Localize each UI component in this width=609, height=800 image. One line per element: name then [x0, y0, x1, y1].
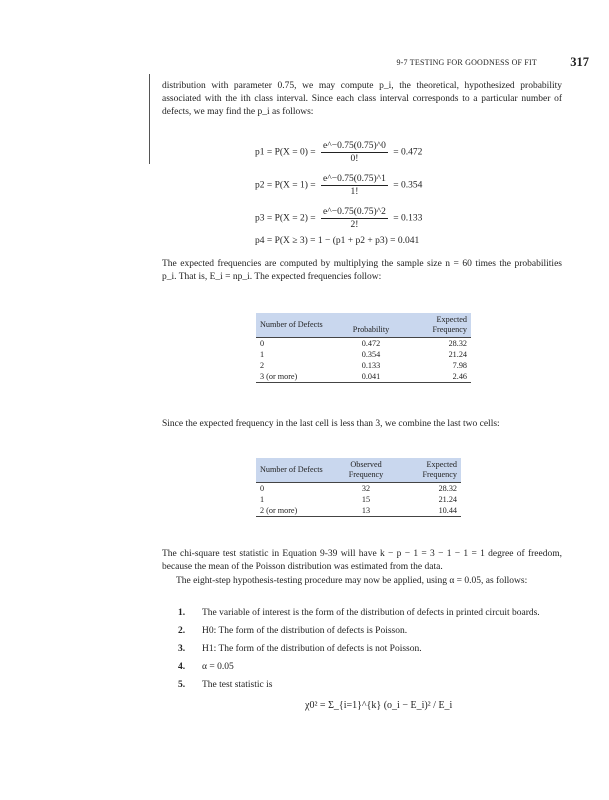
table-cell: 21.24 — [448, 350, 467, 359]
observed-table — [256, 458, 461, 517]
table-cell: 1 — [260, 495, 265, 504]
equation-p3-lhs: p3 = P(X = 2) = — [255, 213, 316, 224]
paragraph-intro: distribution with parameter 0.75, we may compute p_i, the theoretical, hypothesized probability associated with the ith class interval. Since each class interval corresponds to a particular number of defects, we may find the p_i as follows: — [162, 81, 562, 117]
step-text: The test statistic is — [202, 680, 273, 690]
equation-p4 — [255, 236, 419, 246]
table-cell: 2 — [260, 361, 265, 370]
table1-header-probability: Probability — [334, 313, 408, 338]
equation-p4-text: p4 = P(X ≥ 3) = 1 − (p1 + p2 + p3) = 0.041 — [255, 236, 420, 246]
table2-header-observed: Observed Frequency — [334, 458, 398, 483]
equation-p3-denominator: 2! — [350, 220, 359, 230]
paragraph-procedure: The eight-step hypothesis-testing procedure may now be applied, using α = 0.05, as follows: — [176, 576, 528, 586]
table-row — [256, 483, 461, 495]
table-cell: 7.98 — [452, 361, 467, 370]
table-row — [256, 349, 471, 360]
equation-p3-numerator: e^−0.75(0.75)^2 — [323, 207, 386, 217]
table-row — [256, 338, 471, 350]
table-cell: 0 — [260, 339, 265, 348]
equation-p2-denominator: 1! — [350, 187, 359, 197]
equation-p2-numerator: e^−0.75(0.75)^1 — [323, 174, 386, 184]
table-cell: 1 — [260, 350, 265, 359]
table-cell: 0 — [260, 484, 265, 493]
table1-header-expected: Expected Frequency — [408, 313, 471, 338]
table-cell: 0.041 — [361, 372, 381, 381]
equation-p2-result: = 0.354 — [393, 180, 423, 191]
paragraph-combine: Since the expected frequency in the last cell is less than 3, we combine the last two cells: — [162, 419, 500, 429]
equation-p1-denominator: 0! — [350, 154, 359, 164]
equation-p3-result: = 0.133 — [393, 213, 423, 224]
table-cell: 28.32 — [448, 339, 467, 348]
step-number: 2. — [178, 626, 186, 636]
table-cell: 28.32 — [438, 484, 457, 493]
step-text: α = 0.05 — [202, 662, 234, 672]
table-cell: 21.24 — [438, 495, 457, 504]
table-cell: 0.354 — [361, 350, 381, 359]
table2-header-defects: Number of Defects — [256, 458, 334, 483]
margin-rule — [149, 74, 150, 164]
probability-table — [256, 313, 471, 383]
step-text: H1: The form of the distribution of defects is not Poisson. — [202, 644, 422, 654]
equation-p2-lhs: p2 = P(X = 1) = — [255, 180, 316, 191]
table-cell: 32 — [361, 484, 371, 493]
step-text: The variable of interest is the form of the distribution of defects in printed circuit boards. — [202, 608, 540, 618]
table2-header-expected: Expected Frequency — [398, 458, 461, 483]
page-number: 317 — [570, 55, 589, 69]
paragraph-expected: The expected frequencies are computed by multiplying the sample size n = 60 times the probabilities p_i. That is, E_i = np_i. The expected frequencies follow: — [162, 259, 562, 282]
equation-p2 — [255, 173, 422, 198]
equation-p1 — [255, 140, 422, 165]
step-number: 1. — [178, 608, 186, 618]
table-cell: 3 (or more) — [260, 372, 298, 381]
equation-p1-result: = 0.472 — [393, 147, 423, 158]
equation-p1-lhs: p1 = P(X = 0) = — [255, 147, 316, 158]
table-cell: 0.472 — [361, 339, 381, 348]
table-row — [256, 371, 471, 383]
table-row — [256, 494, 461, 505]
step-number: 3. — [178, 644, 186, 654]
table-cell: 15 — [361, 495, 371, 504]
chi-square-formula: χ0² = Σ_{i=1}^{k} (o_i − E_i)² / E_i — [305, 700, 453, 711]
section-title: 9-7 TESTING FOR GOODNESS OF FIT — [396, 58, 537, 67]
table-row — [256, 505, 461, 517]
step-number: 5. — [178, 680, 186, 690]
table-cell: 2.46 — [452, 372, 467, 381]
equation-p1-numerator: e^−0.75(0.75)^0 — [323, 141, 386, 151]
step-number: 4. — [178, 662, 186, 672]
table-row — [256, 360, 471, 371]
table-cell: 10.44 — [438, 506, 457, 515]
table-cell: 2 (or more) — [260, 506, 298, 515]
running-header — [0, 55, 609, 71]
table-cell: 0.133 — [361, 361, 381, 370]
equation-p3 — [255, 206, 422, 231]
paragraph-chi-square: The chi-square test statistic in Equation 9-39 will have k − p − 1 = 3 − 1 − 1 = 1 degree of freedom, because the mean of the Poisson distribution was estimated from the data. — [162, 549, 562, 572]
table1-header-defects: Number of Defects — [256, 313, 334, 338]
step-text: H0: The form of the distribution of defects is Poisson. — [202, 626, 408, 636]
table-cell: 13 — [361, 506, 371, 515]
